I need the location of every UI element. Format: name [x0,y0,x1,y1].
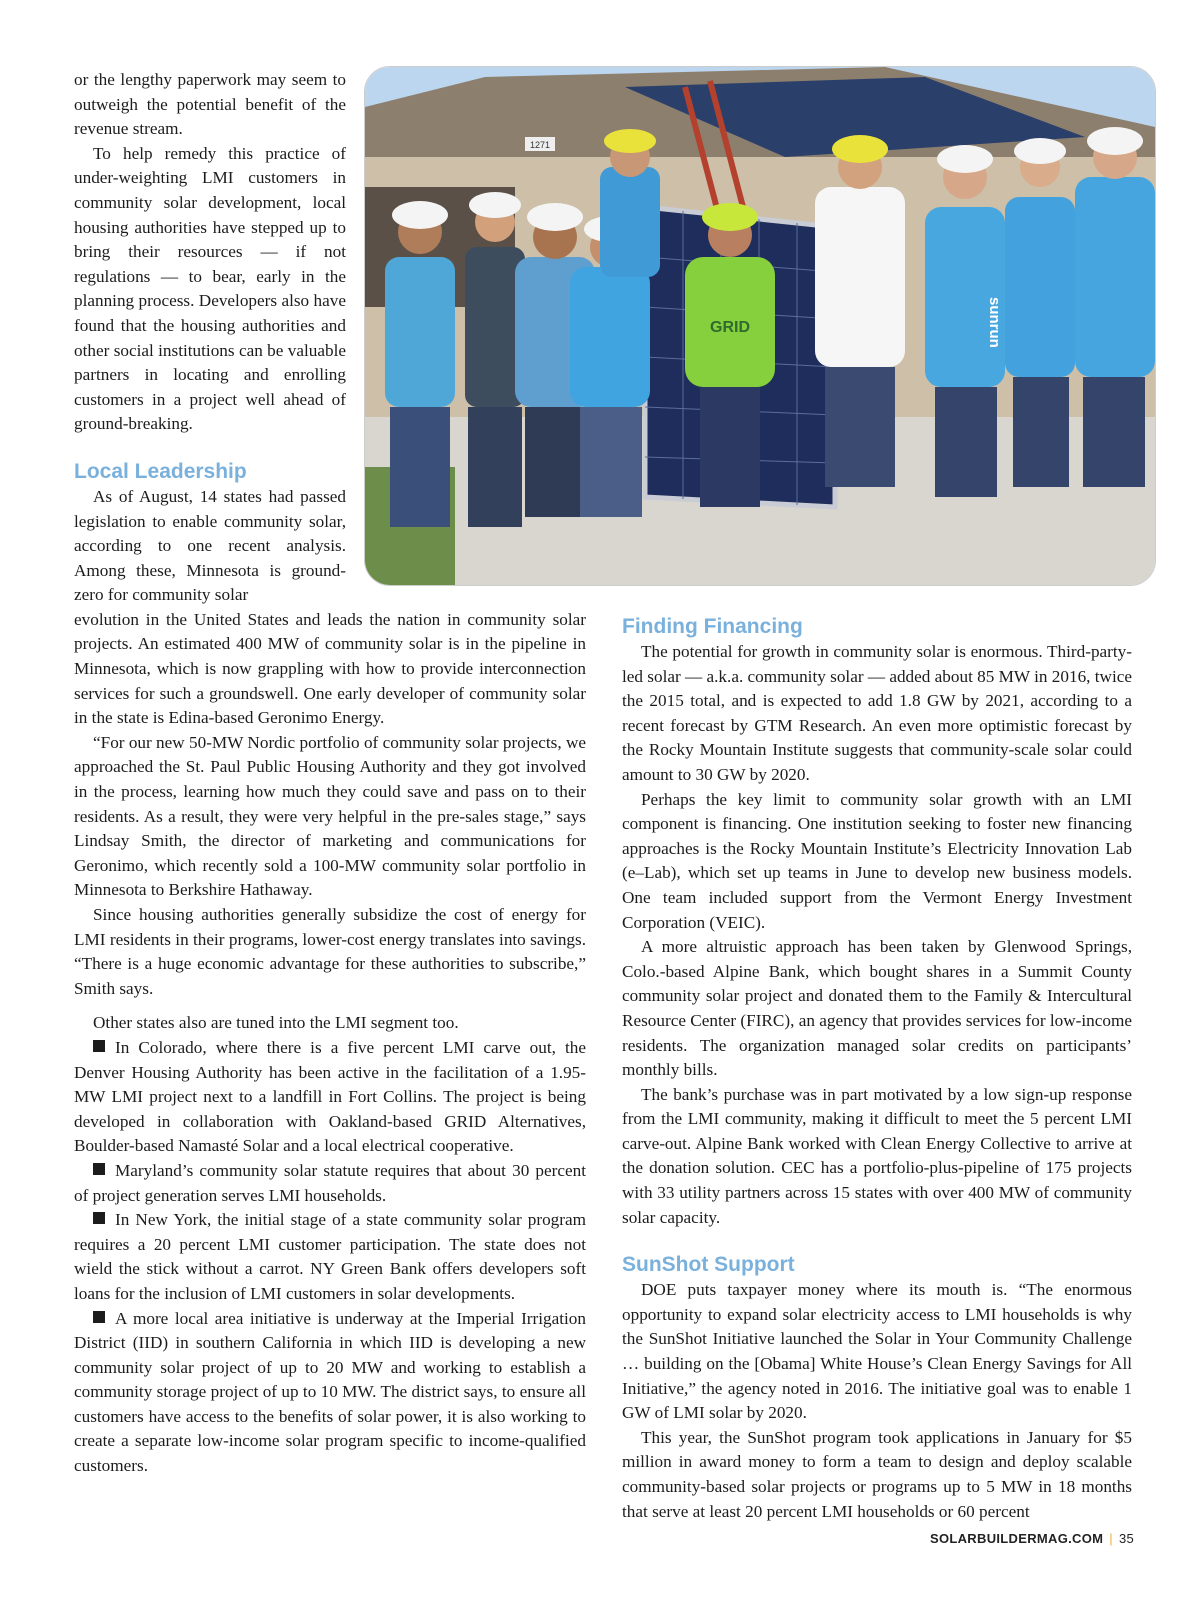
left-narrow-block [74,68,346,608]
right-column [622,614,1132,1524]
list-item-text: Maryland’s community solar statute requires that about 30 percent of project generation serves LMI households. [74,1160,586,1205]
shirt-logo-sunrun: sunrun [986,297,1003,348]
list-item [74,1307,586,1479]
financing-paragraph-3: A more altruistic approach has been taken by Glenwood Springs, Colo.-based Alpine Bank, which bought shares in a Summit County community solar project and donated them to the Family & Intercultural Resource Center (FIRC), an agency that provides services for low-income residents. The organization managed solar credits on participants’ monthly bills. [622,937,1132,1080]
local-paragraph-narrow: As of August, 14 states had passed legislation to enable community solar, according to one recent analysis. Among these, Minnesota is ground-zero for community solar [74,486,346,605]
list-item-text: A more local area initiative is underway at the Imperial Irrigation District (IID) in southern California in which IID is developing a new community solar project of up to 20 MW and working to establish a community storage project of up to 10 MW. The district says, to ensure all customers have access to the benefits of solar power, it is also working to create a separate low-income solar program specific to income-qualified customers. [74,1308,586,1476]
financing-paragraph-1: The potential for growth in community solar is enormous. Third-party-led solar — a.k.a. community solar — added about 85 MW in 2016, twice the 2015 total, and is expected to add 1.8 GW by 2021, according to a recent forecast by GTM Research. An even more optimistic forecast by the Rocky Mountain Institute suggests that community-scale solar could amount to 30 GW by 2020. [622,642,1132,784]
heading-finding-financing: Finding Financing [622,615,803,638]
shirt-logo-grid: GRID [710,319,750,336]
local-paragraph-wide: evolution in the United States and leads the nation in community solar projects. An estimated 400 MW of community solar is in the pipeline in Minnesota, which is now grappling with how to provide interconnection services for such a groundswell. One early developer of community solar in the state is Edina-based Geronimo Energy. [74,609,586,728]
housing-paragraph: Since housing authorities generally subsidize the cost of energy for LMI residents in their programs, lower-cost energy translates into savings. “There is a huge economic advantage for these authorities to subscribe,” Smith says. [74,905,586,998]
page-footer [930,1531,1134,1546]
intro-paragraph-1: or the lengthy paperwork may seem to outweigh the potential benefit of the revenue stream. [74,70,346,139]
financing-paragraph-2: Perhaps the key limit to community solar growth with an LMI component is financing. One institution seeking to foster new financing approaches is the Rocky Mountain Institute’s Electricity Innovation Lab (e–Lab), which set up teams in June to develop new business models. One team included support from the Vermont Energy Investment Corporation (VEIC). [622,789,1132,932]
states-bullet-list [74,1036,586,1479]
footer-separator: | [1109,1531,1113,1546]
list-item [74,1036,586,1159]
list-item-text: In Colorado, where there is a five percent LMI carve out, the Denver Housing Authority has been active in the facilitation of a 1.95-MW LMI project next to a landfill in Fort Collins. The project is being developed in collaboration with Oakland-based GRID Alternatives, Boulder-based Namasté Solar and a local electrical cooperative. [74,1037,586,1156]
financing-paragraph-4: The bank’s purchase was in part motivated by a low sign-up response from the LMI community, making it difficult to meet the 5 percent LMI carve-out. Alpine Bank worked with Clean Energy Collective to arrive at the donation solution. CEC has a portfolio-plus-pipeline of 175 projects with 33 utility partners across 15 states with over 400 MW of community solar capacity. [622,1084,1132,1227]
bullet-square-icon [93,1040,105,1052]
bullet-square-icon [93,1212,105,1224]
house-number: 1271 [529,140,551,150]
page-number: 35 [1118,1531,1134,1546]
list-item [74,1208,586,1306]
sunshot-paragraph-2: This year, the SunShot program took applications in January for $5 million in award money to form a team to design and deploy scalable community-based solar projects or programs up to 5 MW in 18 months that serve at least 20 percent LMI households or 60 percent [622,1427,1132,1521]
other-states-paragraph: Other states also are tuned into the LMI segment too. [93,1013,459,1033]
sunshot-paragraph-1: DOE puts taxpayer money where its mouth is. “The enormous opportunity to expand solar electricity access to LMI households is why the SunShot Initiative launched the Solar in Your Community Challenge … building on the [Obama] White House’s Clean Energy Savings for All Initiative,” the agency noted in 2016. The initiative goal was to enable 1 GW of LMI solar by 2020. [622,1280,1132,1423]
footer-site-link[interactable]: SOLARBUILDERMAG.COM [930,1531,1104,1546]
bullet-square-icon [93,1311,105,1323]
bullet-square-icon [93,1163,105,1175]
heading-local-leadership: Local Leadership [74,459,247,483]
quote-paragraph: “For our new 50-MW Nordic portfolio of community solar projects, we approached the St. Paul Public Housing Authority and they got involved in the process, learning how much they could save and pass on to their residents. As a result, they were very helpful in the pre-sales stage,” says Lindsay Smith, the director of marketing and communications for Geronimo, which recently sold a 100-MW community solar portfolio in Minnesota to Berkshire Hathaway. [74,732,586,900]
left-column [74,68,586,1479]
list-item [74,1159,586,1208]
heading-sunshot-support: SunShot Support [622,1253,795,1277]
list-item-text: In New York, the initial stage of a state community solar program requires a 20 percent LMI customer participation. The state does not wield the stick without a carrot. NY Green Bank offers developers soft loans for the inclusion of LMI customers in solar developments. [74,1210,586,1303]
intro-paragraph-2: To help remedy this practice of under-weighting LMI customers in community solar development, local housing authorities have stepped up to bring their resources — if not regulations — to bear, early in the planning process. Developers also have found that the housing authorities and other social institutions can be valuable partners in locating and enrolling customers in a project well ahead of ground-breaking. [74,143,346,434]
